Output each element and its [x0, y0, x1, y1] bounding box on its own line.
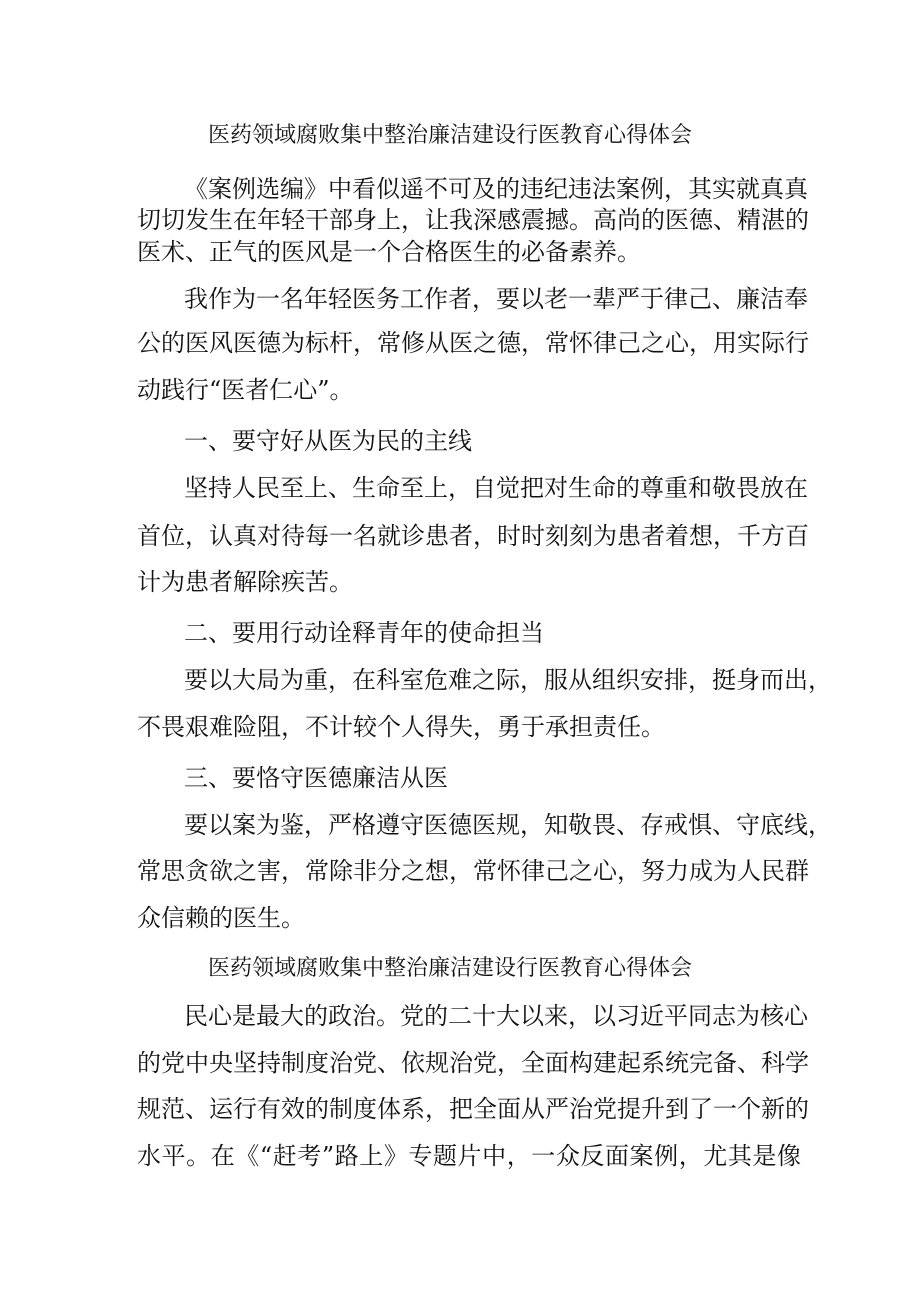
- section1-paragraph1-line2: 切切发生在年轻干部身上，让我深感震撼。高尚的医德、精湛的: [137, 206, 809, 234]
- section1-heading1: 一、要守好从医为民的主线: [184, 427, 472, 455]
- section1-heading2: 二、要用行动诠释青年的使命担当: [184, 619, 544, 647]
- section1-paragraph3-line3: 计为患者解除疾苦。: [137, 568, 353, 596]
- section1-paragraph2-line3: 动践行“医者仁心”。: [137, 376, 354, 404]
- section1-paragraph5-line1: 要以案为鉴，严格遵守医德医规，知敬畏、存戒惧、守底线，: [184, 811, 832, 839]
- section2-title: 医药领域腐败集中整治廉洁建设行医教育心得体会: [208, 956, 693, 981]
- section2-paragraph1-line4: 水平。在《“赶考”路上》专题片中，一众反面案例，尤其是像: [137, 1142, 801, 1170]
- section1-paragraph4-line1: 要以大局为重，在科室危难之际，服从组织安排，挺身而出，: [184, 666, 832, 694]
- section1-paragraph5-line3: 众信赖的医生。: [137, 904, 305, 932]
- section2-paragraph1-line1: 民心是最大的政治。党的二十大以来，以习近平同志为核心: [184, 1002, 808, 1030]
- section1-heading3: 三、要恪守医德廉洁从医: [184, 764, 448, 792]
- section1-paragraph2-line1: 我作为一名年轻医务工作者，要以老一辈严于律己、廉洁奉: [184, 285, 808, 313]
- section1-paragraph5-line2: 常思贪欲之害，常除非分之想，常怀律己之心，努力成为人民群: [137, 857, 809, 885]
- section1-paragraph1-line1: 《案例选编》中看似遥不可及的违纪违法案例，其实就真真: [184, 175, 808, 203]
- section1-paragraph2-line2: 公的医风医德为标杆，常修从医之德，常怀律己之心，用实际行: [137, 329, 809, 357]
- section1-title: 医药领域腐败集中整治廉洁建设行医教育心得体会: [208, 123, 693, 148]
- section2-paragraph1-line3: 规范、运行有效的制度体系，把全面从严治党提升到了一个新的: [137, 1095, 809, 1123]
- section2-paragraph1-line2: 的党中央坚持制度治党、依规治党，全面构建起系统完备、科学: [137, 1049, 809, 1077]
- section1-paragraph1-line3: 医术、正气的医风是一个合格医生的必备素养。: [137, 238, 641, 266]
- section1-paragraph3-line2: 首位，认真对待每一名就诊患者，时时刻刻为患者着想，千方百: [137, 522, 809, 550]
- section1-paragraph4-line2: 不畏艰难险阻，不计较个人得失，勇于承担责任。: [137, 713, 665, 741]
- section1-paragraph3-line1: 坚持人民至上、生命至上，自觉把对生命的尊重和敬畏放在: [184, 474, 808, 502]
